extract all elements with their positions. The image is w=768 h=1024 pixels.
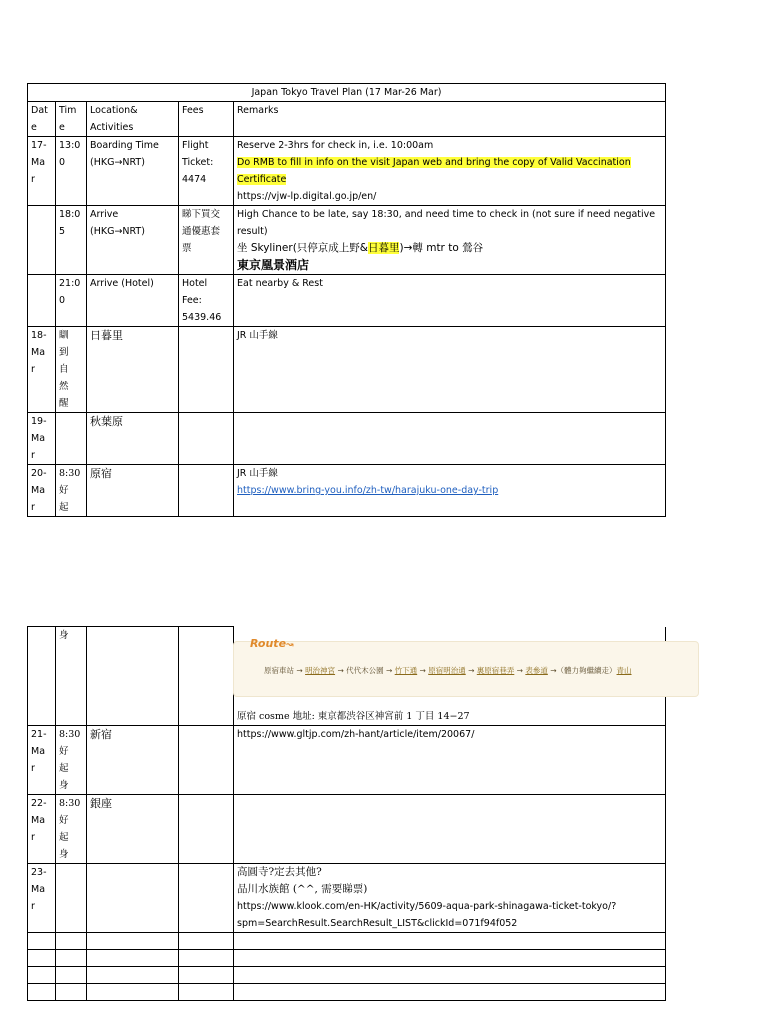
remark-line: 高圓寺?定去其他? [237, 866, 322, 878]
location-cell: 秋葉原 [87, 413, 179, 465]
date-cell: 19- Ma r [28, 413, 56, 465]
empty-row [28, 984, 666, 1001]
header-fees: Fees [179, 102, 234, 137]
time-cell: 8:30 好 起 身 [56, 726, 87, 795]
remark-line: Eat nearby & Rest [237, 278, 323, 289]
time-cell: 8:30 好 起 身 [56, 795, 87, 864]
location-cell: Arrive (HKG→NRT) [87, 206, 179, 275]
remark-line: JR 山手線 [237, 468, 278, 479]
date-cell [28, 627, 56, 726]
route-connector: → [514, 666, 526, 675]
fees-cell: Hotel Fee: 5439.46 [179, 275, 234, 327]
remarks-cell [234, 795, 666, 864]
remarks-cell [234, 275, 666, 327]
highlighted-station: 日暮里 [367, 242, 400, 254]
fees-cell [179, 726, 234, 795]
header-date: Dat e [28, 102, 56, 137]
table-row [28, 327, 666, 413]
time-cell: 18:0 5 [56, 206, 87, 275]
time-cell: 瞓 到 自 然 醒 [56, 327, 87, 413]
date-cell: 22- Ma r [28, 795, 56, 864]
route-title [250, 637, 294, 650]
table-row [28, 413, 666, 465]
location-cell: 銀座 [87, 795, 179, 864]
time-cell: 21:0 0 [56, 275, 87, 327]
route-connector: →（體力夠繼續走） [547, 666, 617, 675]
fees-cell: 睇下買交 通優惠套 票 [179, 206, 234, 275]
route-connector: → 代代木公園 → [335, 666, 395, 675]
route-connector: 原宿車站 → [264, 666, 306, 675]
time-cell [56, 864, 87, 933]
location-cell [87, 864, 179, 933]
table-row [28, 465, 666, 517]
location-cell: 日暮里 [87, 327, 179, 413]
fees-cell [179, 795, 234, 864]
fees-cell [179, 413, 234, 465]
date-cell: 20- Ma r [28, 465, 56, 517]
remarks-cell [234, 864, 666, 933]
remarks-cell [234, 465, 666, 517]
route-stop-link[interactable]: 原宿明治通 [428, 666, 466, 675]
route-title-text: Route [250, 637, 287, 650]
empty-row [28, 950, 666, 967]
route-arrow-icon: ↝ [286, 640, 294, 650]
remark-skyliner: 坐 Skyliner(只停京成上野& [237, 242, 368, 254]
location-cell [87, 627, 179, 726]
table-row [28, 726, 666, 795]
time-cell [56, 413, 87, 465]
date-cell [28, 275, 56, 327]
time-cell: 身 [56, 627, 87, 726]
remark-transfer: )→轉 mtr to 鶯谷 [399, 242, 484, 254]
date-cell: 23- Ma r [28, 864, 56, 933]
remark-line: Reserve 2-3hrs for check in, i.e. 10:00am [237, 140, 434, 151]
remarks-cell [234, 206, 666, 275]
header-remarks: Remarks [234, 102, 666, 137]
remarks-cell [234, 327, 666, 413]
date-cell: 21- Ma r [28, 726, 56, 795]
travel-plan-table [27, 83, 666, 517]
cosme-address: 原宿 cosme 地址: 東京都渋谷区神宮前 1 丁目 14−27 [237, 711, 470, 722]
location-cell: 新宿 [87, 726, 179, 795]
harajuku-link[interactable]: https://www.bring-you.info/zh-tw/harajuku-one-day-trip [237, 485, 499, 496]
hotel-name: 東京凰景酒店 [237, 258, 310, 272]
table-row [28, 864, 666, 933]
date-cell: 18- Ma r [28, 327, 56, 413]
route-card [233, 637, 699, 697]
fees-cell [179, 327, 234, 413]
time-cell: 8:30 好 起 [56, 465, 87, 517]
remarks-cell [234, 726, 666, 795]
time-cell: 13:0 0 [56, 137, 87, 206]
highlighted-remark: Do RMB to fill in info on the visit Japan web and bring the copy of Valid Vaccination Certificate [237, 157, 631, 185]
route-connector: → [465, 666, 477, 675]
remark-line: High Chance to be late, say 18:30, and need time to check in (not sure if need negative result) [237, 209, 656, 237]
fees-cell [179, 864, 234, 933]
empty-row [28, 933, 666, 950]
date-cell [28, 206, 56, 275]
route-stop-link[interactable]: 竹下通 [394, 666, 418, 675]
remarks-cell [234, 137, 666, 206]
table-title: Japan Tokyo Travel Plan (17 Mar-26 Mar) [28, 84, 666, 102]
table-row [28, 206, 666, 275]
fees-cell [179, 465, 234, 517]
route-stop-link[interactable]: 青山 [616, 666, 632, 675]
route-connector: → [417, 666, 429, 675]
header-location: Location& Activities [87, 102, 179, 137]
fees-cell: Flight Ticket: 4474 [179, 137, 234, 206]
location-cell: Boarding Time (HKG→NRT) [87, 137, 179, 206]
empty-row [28, 967, 666, 984]
route-stop-link[interactable]: 裏原宿巷弄 [476, 666, 515, 675]
route-stop-link[interactable]: 表參道 [525, 666, 548, 675]
table-row [28, 275, 666, 327]
klook-url-params: spm=SearchResult.SearchResult_LIST&clickId=071f94f052 [237, 918, 518, 929]
remarks-cell [234, 413, 666, 465]
location-cell: Arrive (Hotel) [87, 275, 179, 327]
remark-line: JR 山手線 [237, 330, 278, 341]
remark-line: 品川水族館 (^^, 需要睇票) [237, 883, 368, 895]
fees-cell [179, 627, 234, 726]
header-time: Tim e [56, 102, 87, 137]
table-row [28, 137, 666, 206]
klook-url: https://www.klook.com/en-HK/activity/5609-aqua-park-shinagawa-ticket-tokyo/? [237, 901, 617, 912]
remark-url: https://www.gltjp.com/zh-hant/article/item/20067/ [237, 729, 475, 740]
header-row [28, 102, 666, 137]
date-cell: 17- Ma r [28, 137, 56, 206]
location-cell: 原宿 [87, 465, 179, 517]
table-row [28, 795, 666, 864]
route-stops [264, 665, 632, 676]
remark-url: https://vjw-lp.digital.go.jp/en/ [237, 191, 377, 202]
title-row [28, 84, 666, 102]
route-stop-link[interactable]: 明治神宮 [305, 666, 336, 675]
